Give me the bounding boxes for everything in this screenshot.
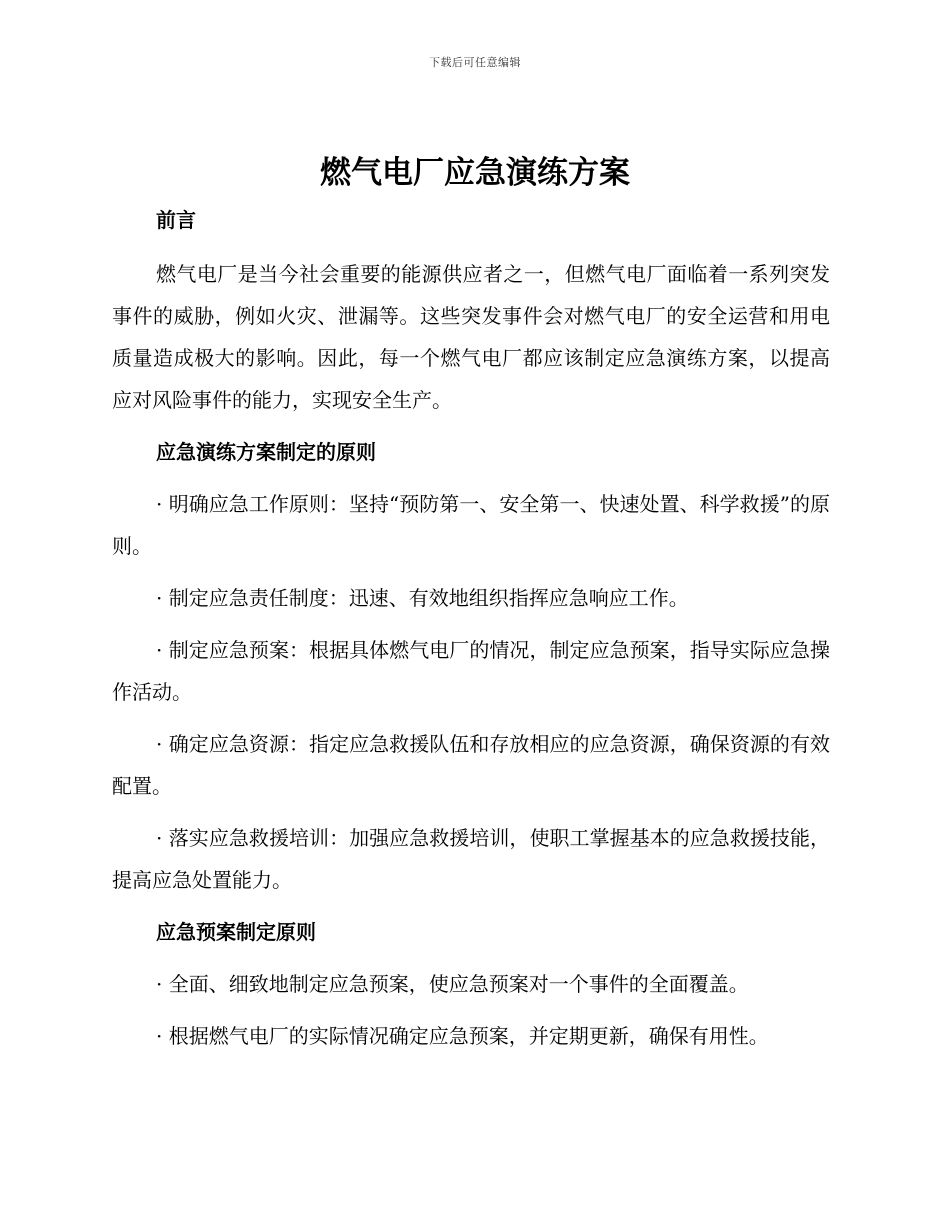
section-heading-drill-principles: 应急演练方案制定的原则: [156, 440, 376, 464]
spacer: [112, 1005, 830, 1015]
list-item: · 制定应急责任制度：迅速、有效地组织指挥应急响应工作。: [156, 586, 689, 610]
list-item: · 制定应急预案：根据具体燃气电厂的情况，制定应急预案，指导实际应急操作活动。: [112, 638, 830, 704]
spacer: [112, 241, 830, 253]
list-item: · 明确应急工作原则：坚持“预防第一、安全第一、快速处置、科学救援”的原则。: [112, 492, 830, 558]
spacer: [112, 473, 830, 483]
spacer: [112, 807, 830, 817]
spacer: [112, 421, 830, 431]
section-heading-preface: 前言: [156, 208, 196, 232]
document-title: 燃气电厂应急演练方案: [320, 155, 630, 191]
list-item: · 全面、细致地制定应急预案，使应急预案对一个事件的全面覆盖。: [156, 972, 749, 996]
spacer: [112, 953, 830, 963]
paragraph-preface: 燃气电厂是当今社会重要的能源供应者之一，但燃气电厂面临着一系列突发事件的威胁，例如火灾、泄漏等。这些突发事件会对燃气电厂的安全运营和用电质量造成极大的影响。因此，每一个燃气电厂都应该制定应急演练方案，以提高应对风险事件的能力，实现安全生产。: [112, 262, 830, 412]
spacer: [112, 619, 830, 629]
header-note: 下载后可任意编辑: [429, 56, 521, 69]
spacer: [112, 567, 830, 577]
spacer: [112, 901, 830, 911]
list-item: · 确定应急资源：指定应急救援队伍和存放相应的应急资源，确保资源的有效配置。: [112, 732, 830, 798]
spacer: [112, 713, 830, 723]
section-heading-plan-principles: 应急预案制定原则: [156, 920, 316, 944]
list-item: · 落实应急救援培训：加强应急救援培训，使职工掌握基本的应急救援技能，提高应急处置能力。: [112, 826, 830, 892]
list-item: · 根据燃气电厂的实际情况确定应急预案，并定期更新，确保有用性。: [156, 1024, 769, 1048]
document-body: [112, 199, 830, 1057]
